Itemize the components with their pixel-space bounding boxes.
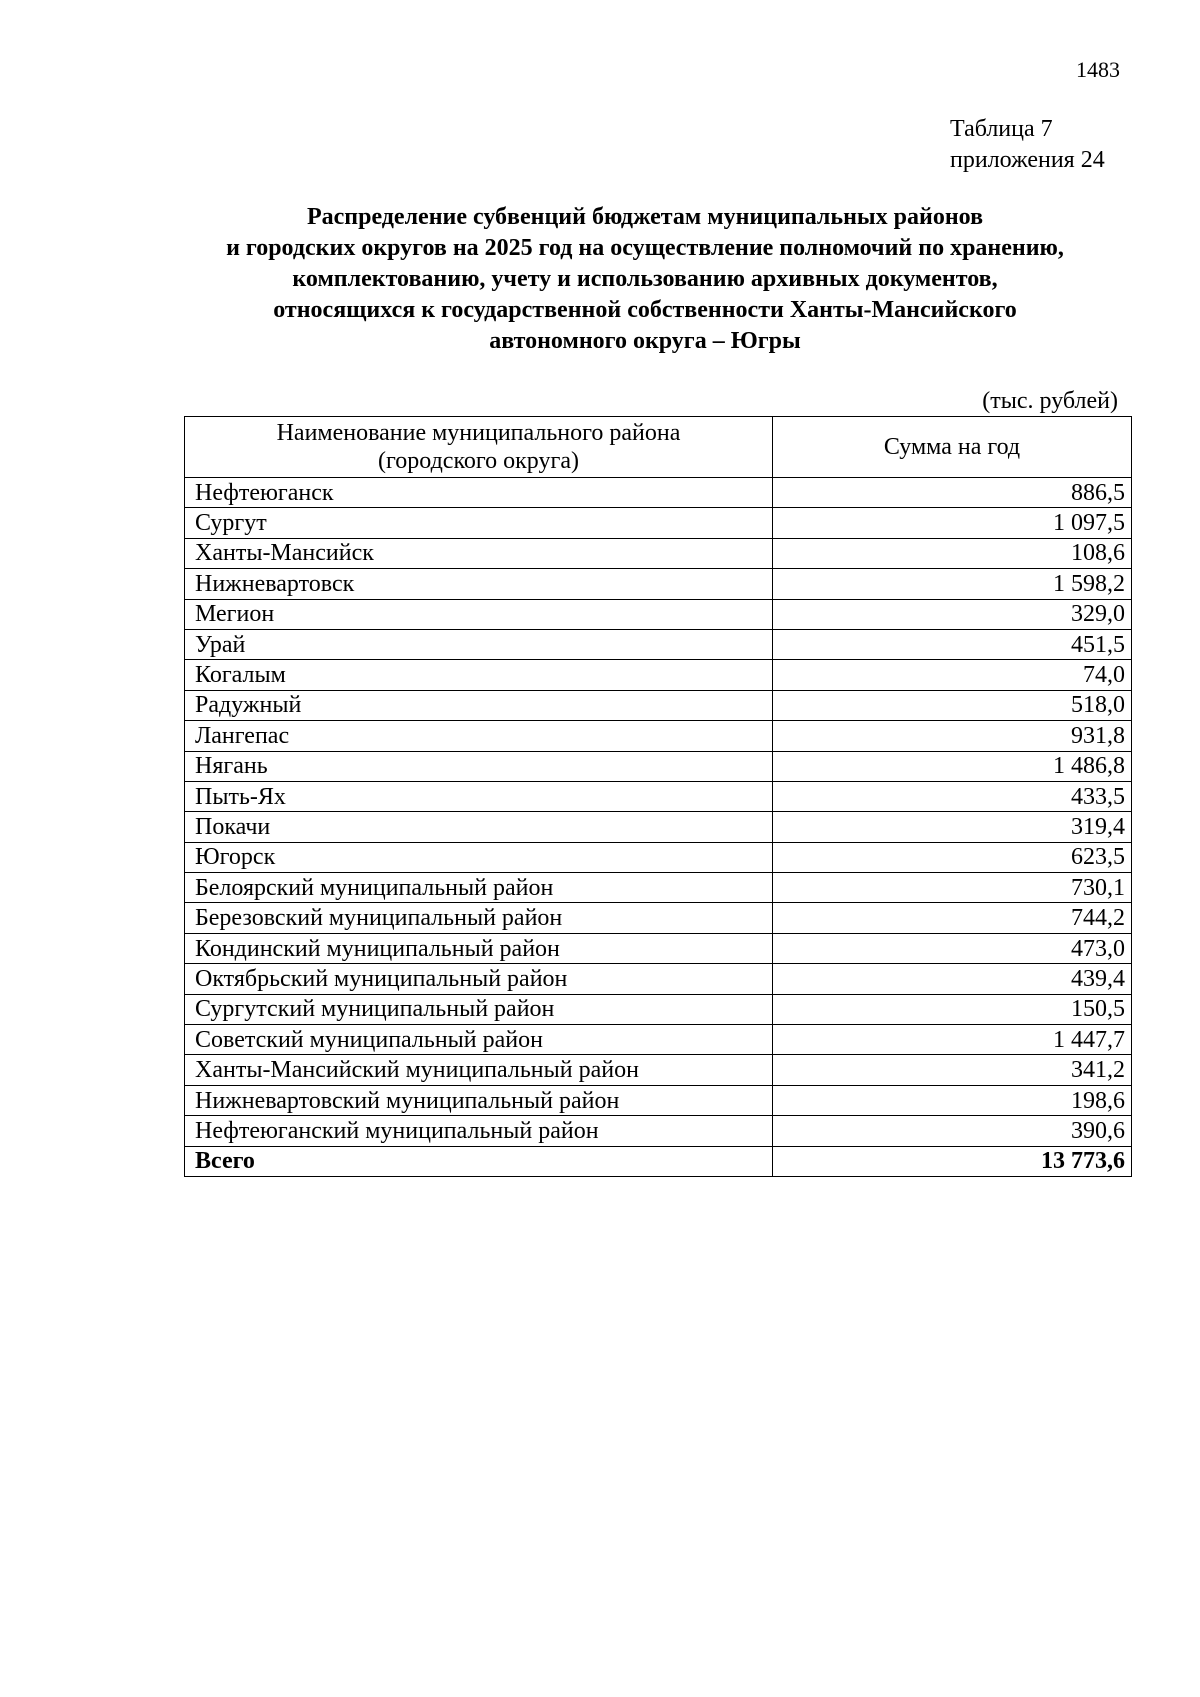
- row-amount: 451,5: [773, 629, 1132, 659]
- row-amount: 108,6: [773, 538, 1132, 568]
- row-name: Сургут: [185, 508, 773, 538]
- row-amount: 433,5: [773, 781, 1132, 811]
- table-row: [185, 599, 1132, 629]
- table-row: [185, 569, 1132, 599]
- row-name: Сургутский муниципальный район: [185, 994, 773, 1024]
- row-name: Кондинский муниципальный район: [185, 933, 773, 963]
- row-name: Нягань: [185, 751, 773, 781]
- row-amount: 1 447,7: [773, 1025, 1132, 1055]
- title-line: комплектованию, учету и использованию архивных документов,: [292, 266, 998, 292]
- row-amount: 390,6: [773, 1116, 1132, 1146]
- row-name: Нефтеюганский муниципальный район: [185, 1116, 773, 1146]
- row-amount: 730,1: [773, 873, 1132, 903]
- page-number: 1483: [1076, 57, 1120, 82]
- table-row: [185, 1085, 1132, 1115]
- total-row: [185, 1146, 1132, 1176]
- table-row: [185, 994, 1132, 1024]
- row-name: Урай: [185, 629, 773, 659]
- row-amount: 439,4: [773, 964, 1132, 994]
- row-amount: 744,2: [773, 903, 1132, 933]
- row-amount: 319,4: [773, 812, 1132, 842]
- row-name: Мегион: [185, 599, 773, 629]
- row-name: Пыть-Ях: [185, 781, 773, 811]
- table-row: [185, 1025, 1132, 1055]
- table-header-row: [185, 417, 1132, 478]
- header-name-line2: (городского округа): [378, 448, 579, 474]
- row-name: Нижневартовский муниципальный район: [185, 1085, 773, 1115]
- subvention-table: [184, 416, 1132, 1177]
- row-name: Когалым: [185, 660, 773, 690]
- title-line: автономного округа – Югры: [489, 328, 801, 354]
- row-amount: 150,5: [773, 994, 1132, 1024]
- row-name: Лангепас: [185, 721, 773, 751]
- row-name: Березовский муниципальный район: [185, 903, 773, 933]
- table-row: [185, 660, 1132, 690]
- row-amount: 329,0: [773, 599, 1132, 629]
- table-ref-line: приложения 24: [950, 147, 1105, 173]
- row-amount: 623,5: [773, 842, 1132, 872]
- row-amount: 1 486,8: [773, 751, 1132, 781]
- table-row: [185, 812, 1132, 842]
- table-row: [185, 721, 1132, 751]
- row-amount: 518,0: [773, 690, 1132, 720]
- table-reference: [950, 114, 1105, 176]
- row-amount: 74,0: [773, 660, 1132, 690]
- row-name: Советский муниципальный район: [185, 1025, 773, 1055]
- row-amount: 1 598,2: [773, 569, 1132, 599]
- table-row: [185, 873, 1132, 903]
- row-amount: 886,5: [773, 478, 1132, 508]
- table-row: [185, 964, 1132, 994]
- document-title: [150, 202, 1140, 357]
- row-amount: 473,0: [773, 933, 1132, 963]
- row-amount: 931,8: [773, 721, 1132, 751]
- units-label: (тыс. рублей): [982, 388, 1118, 414]
- row-amount: 341,2: [773, 1055, 1132, 1085]
- table-body: [185, 478, 1132, 1177]
- row-name: Нефтеюганск: [185, 478, 773, 508]
- row-name: Ханты-Мансийский муниципальный район: [185, 1055, 773, 1085]
- table-row: [185, 1055, 1132, 1085]
- table-row: [185, 903, 1132, 933]
- table-ref-line: Таблица 7: [950, 116, 1053, 142]
- table-row: [185, 842, 1132, 872]
- row-name: Югорск: [185, 842, 773, 872]
- table-row: [185, 629, 1132, 659]
- header-name: [185, 417, 773, 478]
- table-row: [185, 751, 1132, 781]
- row-name: Белоярский муниципальный район: [185, 873, 773, 903]
- row-name: Нижневартовск: [185, 569, 773, 599]
- table-row: [185, 781, 1132, 811]
- row-amount: 198,6: [773, 1085, 1132, 1115]
- row-name: Покачи: [185, 812, 773, 842]
- title-line: и городских округов на 2025 год на осуществление полномочий по хранению,: [226, 235, 1064, 261]
- total-amount: 13 773,6: [773, 1146, 1132, 1176]
- table-row: [185, 508, 1132, 538]
- row-amount: 1 097,5: [773, 508, 1132, 538]
- title-line: относящихся к государственной собственности Ханты-Мансийского: [273, 297, 1017, 323]
- row-name: Радужный: [185, 690, 773, 720]
- header-name-line1: Наименование муниципального района: [276, 420, 681, 446]
- row-name: Октябрьский муниципальный район: [185, 964, 773, 994]
- header-amount: Сумма на год: [773, 417, 1132, 478]
- title-line: Распределение субвенций бюджетам муниципальных районов: [306, 204, 984, 230]
- row-name: Ханты-Мансийск: [185, 538, 773, 568]
- total-name: Всего: [185, 1146, 773, 1176]
- table-row: [185, 1116, 1132, 1146]
- table-row: [185, 933, 1132, 963]
- table-row: [185, 538, 1132, 568]
- table-row: [185, 690, 1132, 720]
- table-row: [185, 478, 1132, 508]
